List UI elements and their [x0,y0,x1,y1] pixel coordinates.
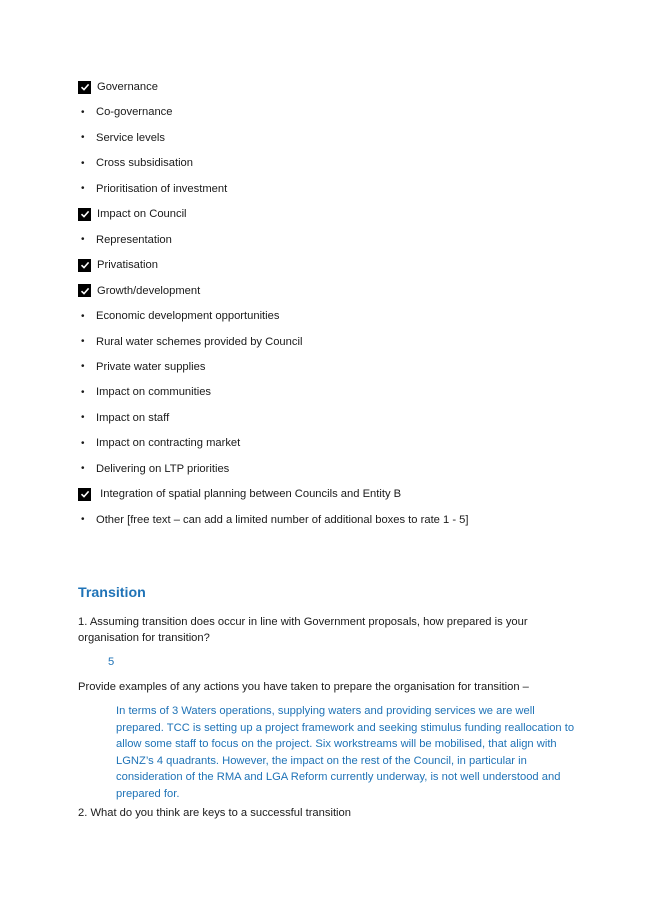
bullet-item [78,434,240,452]
bullet-item [78,460,229,478]
checked-item[interactable] [78,205,187,223]
bullet-item [78,511,469,529]
bullet-icon: • [81,234,85,246]
item-label: Co-governance [96,106,173,119]
checkbox-checked-icon[interactable] [78,488,91,501]
examples-answer-line: consideration of the RMA and LGA Reform currently underway, is not well understood and [116,771,561,784]
checked-item[interactable] [78,78,158,96]
item-label: Growth/development [97,284,201,297]
item-label: Governance [97,81,158,93]
bullet-icon: • [81,310,85,322]
bullet-item [78,231,172,249]
item-label: Delivering on LTP priorities [96,462,230,475]
item-label: Impact on communities [96,386,212,399]
question-2: 2. What do you think are keys to a successful transition [78,807,351,819]
bullet-item [78,358,205,376]
bullet-item [78,180,227,198]
question-1-line-1: 1. Assuming transition does occur in line with Government proposals, how prepared is your [78,616,528,628]
item-label: Private water supplies [96,360,206,373]
checkbox-checked-icon[interactable] [78,81,91,94]
examples-answer-line: In terms of 3 Waters operations, supplying waters and providing services we are well [116,705,535,717]
item-label: Rural water schemes provided by Council [96,335,303,348]
item-label: Prioritisation of investment [96,182,228,195]
examples-prompt: Provide examples of any actions you have taken to prepare the organisation for transition – [78,681,529,693]
item-label: Impact on staff [96,411,170,424]
checked-item[interactable] [78,282,200,300]
bullet-icon: • [81,361,85,373]
examples-answer-line: prepared. TCC is setting up a project framework and seeking stimulus funding reallocation to [116,721,575,734]
bullet-item [78,383,211,401]
examples-answer-line: allow some staff to focus on the project. Six workstreams will be mobilised, that align with [116,738,557,751]
section-heading: Transition [78,585,146,601]
bullet-item [78,154,193,172]
bullet-item [78,129,165,147]
examples-answer-line: LGNZ’s 4 quadrants. However, the impact on the rest of the Council, in particular in [116,754,527,767]
item-label: Service levels [96,131,166,144]
question-1-answer[interactable]: 5 [108,656,115,668]
checked-item[interactable] [78,485,401,503]
examples-answer-line: prepared for. [116,787,180,800]
bullet-icon: • [81,183,85,195]
item-label: Representation [96,233,172,246]
bullet-icon: • [81,514,85,526]
bullet-icon: • [81,132,85,144]
question-1 [78,614,558,646]
bullet-icon: • [81,463,85,475]
checkbox-checked-icon[interactable] [78,259,91,272]
item-label: Impact on Council [97,208,187,221]
item-label: Other [free text – can add a limited number of additional boxes to rate 1 - 5] [96,513,469,526]
bullet-icon: • [81,106,85,118]
bullet-item [78,307,279,325]
item-label: Cross subsidisation [96,157,194,170]
item-label: Economic development opportunities [96,310,280,323]
checked-item[interactable] [78,256,158,274]
bullet-icon: • [81,437,85,449]
bullet-item [78,333,302,351]
question-1-line-2: organisation for transition? [78,632,210,644]
examples-answer[interactable] [116,703,586,803]
item-label: Privatisation [97,259,158,272]
bullet-icon: • [81,336,85,347]
bullet-icon: • [81,412,85,424]
item-label: Impact on contracting market [96,437,241,450]
bullet-icon: • [81,157,85,169]
item-label: Integration of spatial planning between Councils and Entity B [97,488,402,501]
bullet-icon: • [81,386,85,398]
checkbox-checked-icon[interactable] [78,208,91,221]
checkbox-checked-icon[interactable] [78,284,91,297]
bullet-item [78,103,173,121]
bullet-item [78,409,169,427]
